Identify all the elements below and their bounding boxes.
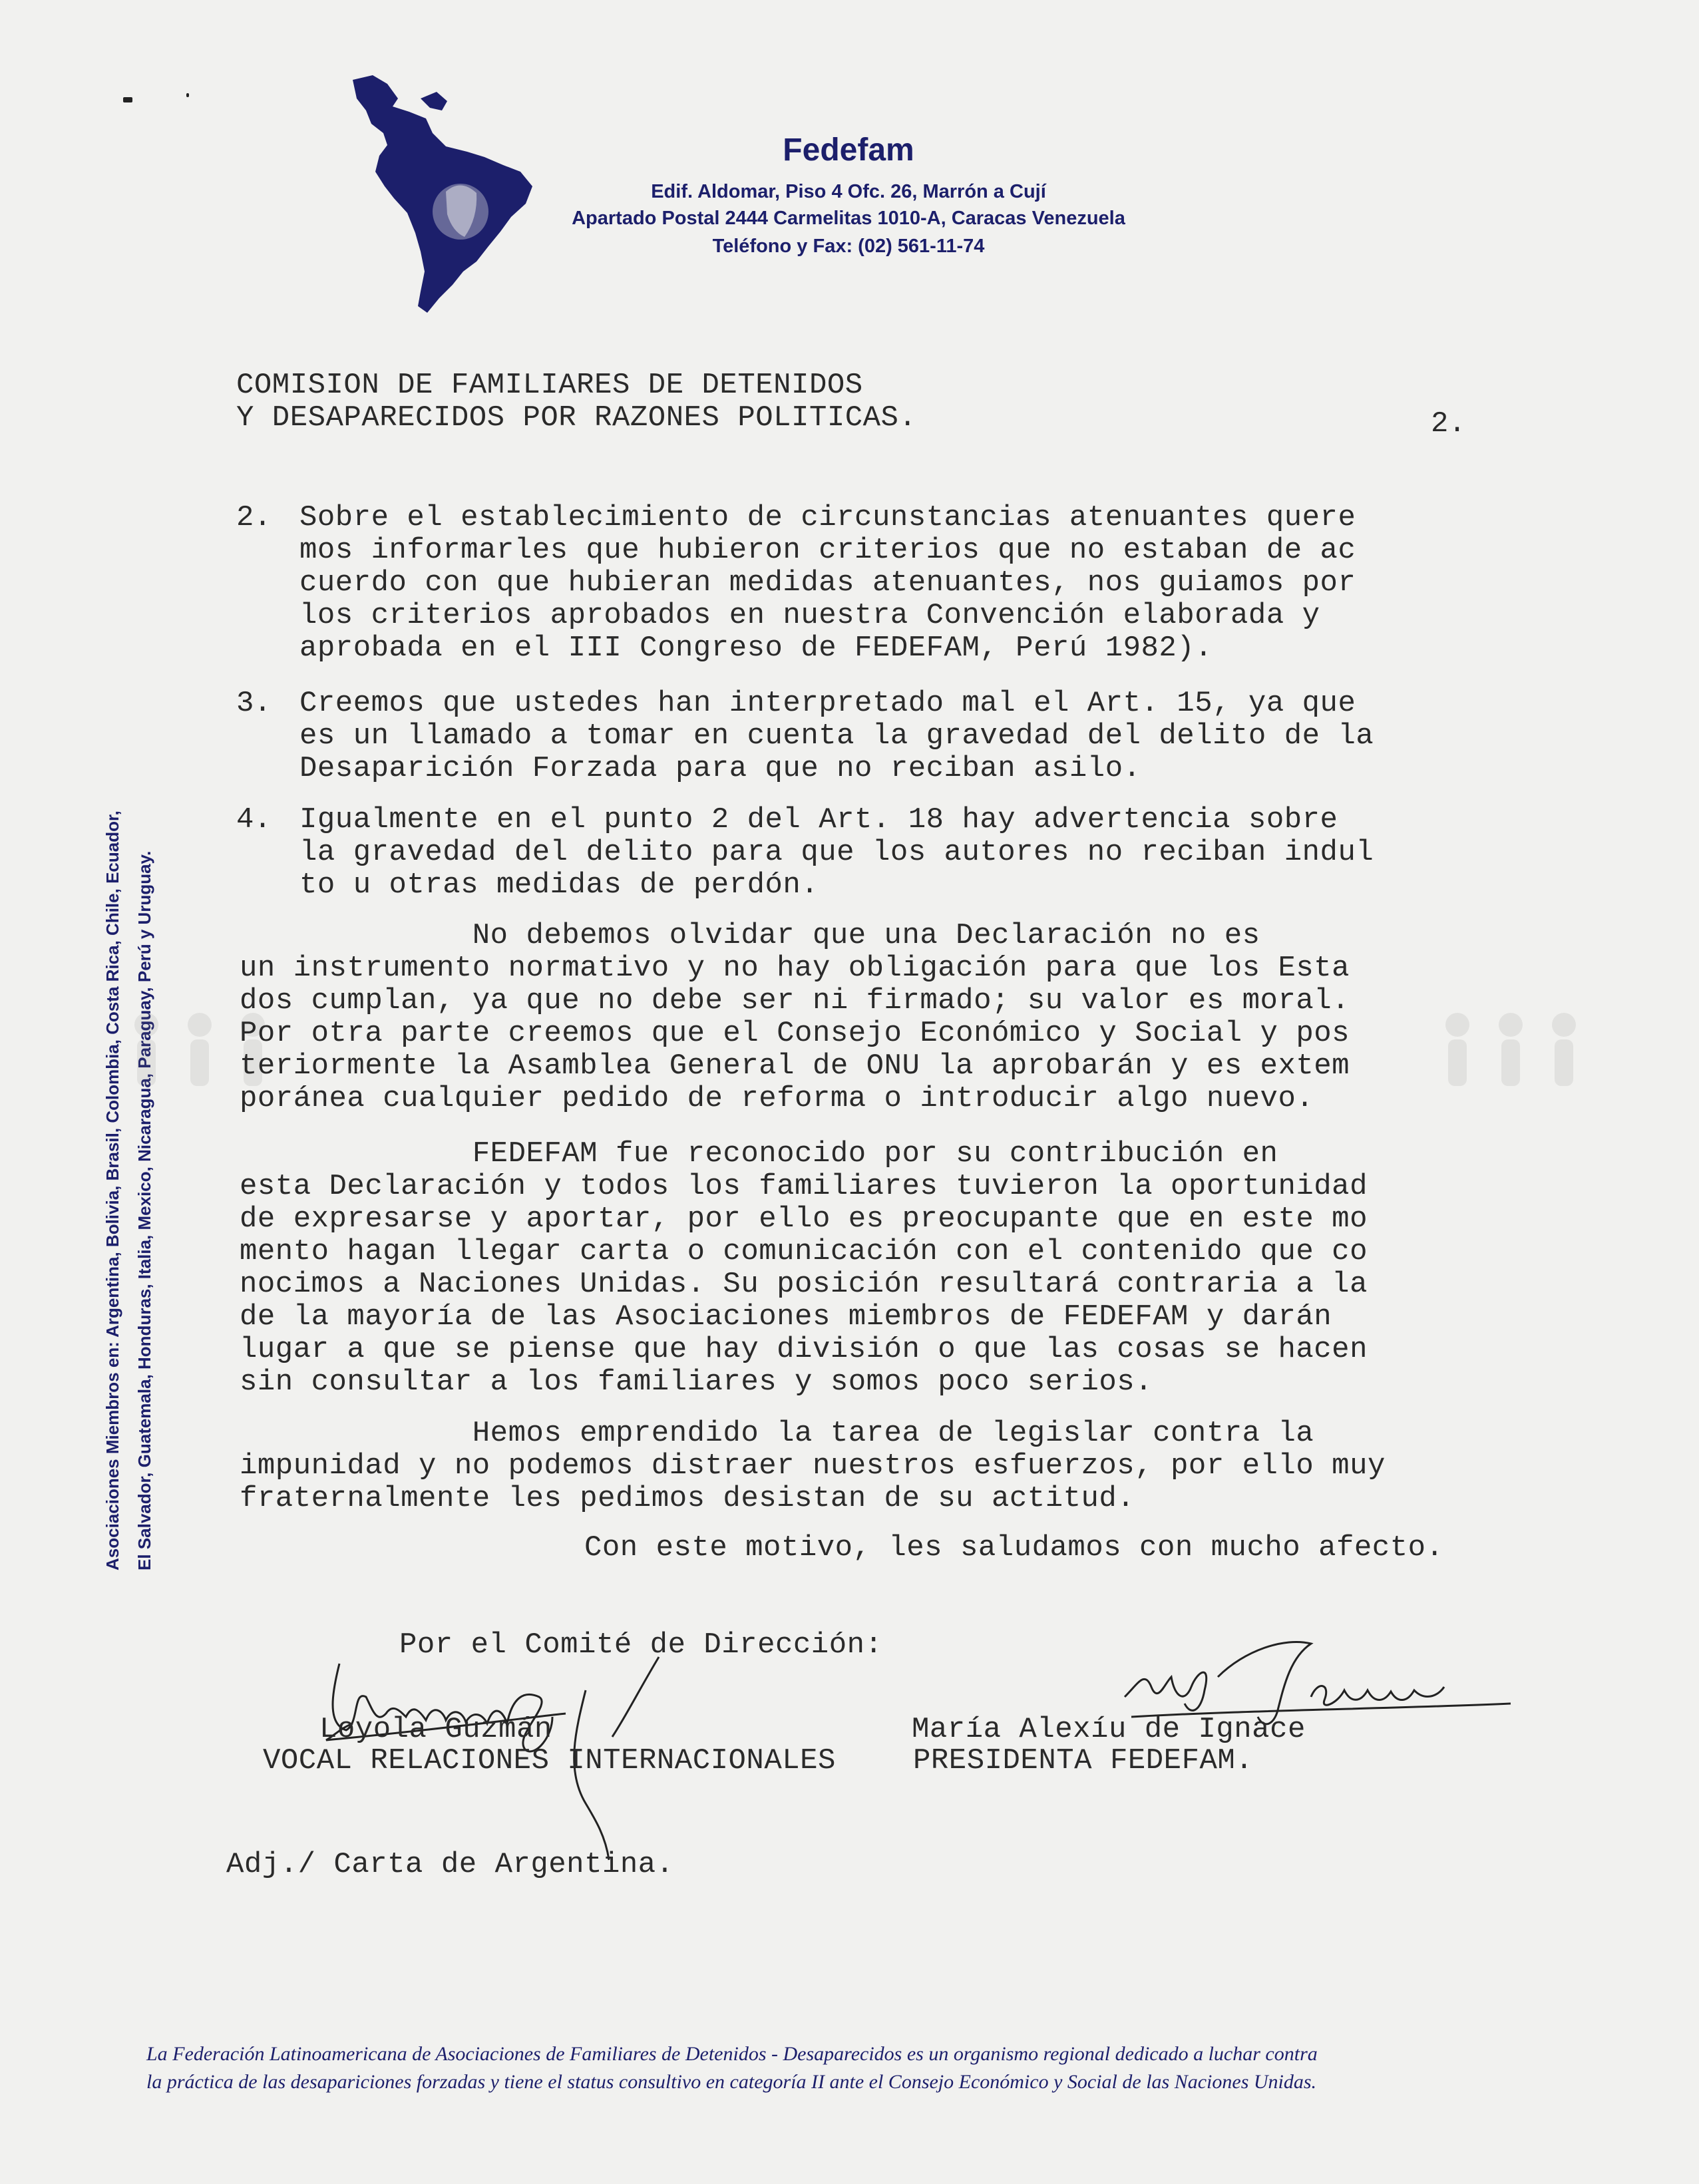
paper-speck [123, 97, 132, 102]
item-number-3: 3. [236, 687, 272, 720]
signer-right-name: María Alexíu de Ignace [912, 1713, 1306, 1746]
item-2-text: Sobre el establecimiento de circunstancias atenuantes quere mos informarles que hubieron criterios que no estaban de ac cuerdo con que hubieran medidas atenuantes, nos guiamos por los criterios aprobados en nuestra Convención elaborada y aprobada en el III Congreso de FEDEFAM, Perú 1982). [299, 501, 1356, 665]
signer-left-name: Loyola Guzmán [319, 1713, 552, 1746]
attachment-note: Adj./ Carta de Argentina. [226, 1848, 674, 1881]
member-associations [96, 672, 176, 1570]
item-number-4: 4. [236, 803, 272, 836]
paragraph-declaration: No debemos olvidar que una Declaración no es un instrumento normativo y no hay obligación para que los Esta dos cumplan, ya que no debe ser ni firmado; su valor es moral. Por otra parte creemos que el Consejo Económico y Social y pos teriormente la Asamblea General de ONU la aprobarán y es extem poránea cualquier pedido de reforma o introducir algo nuevo. [240, 919, 1350, 1115]
page-number: 2. [1431, 407, 1466, 441]
paragraph-impunity: Hemos emprendido la tarea de legislar contra la impunidad y no podemos distraer nuestros esfuerzos, por ello muy fraternalmente les pedimos desistan de su actitud. [240, 1417, 1386, 1515]
signer-right-title: PRESIDENTA FEDEFAM. [913, 1744, 1254, 1777]
paragraph-recognition: FEDEFAM fue reconocido por su contribución en esta Declaración y todos los familiares tuvieron la oportunidad de expresarse y aportar, por ello es preocupante que en este mo mento hagan llegar carta o comunicación con el contenido que co nocimos a Naciones Unidas. Su posición resultará contraria a la de la mayoría de las Asociaciones miembros de FEDEFAM y darán lugar a que se piense que hay división o que las cosas se hacen sin consultar a los familiares y somos poco serios. [240, 1137, 1368, 1399]
paper-speck [186, 93, 189, 97]
letterhead-name: Fedefam [783, 132, 914, 168]
item-4-text: Igualmente en el punto 2 del Art. 18 hay advertencia sobre la gravedad del delito para que los autores no reciban indul to u otras medidas de perdón. [299, 803, 1374, 902]
letterhead-address-2: Apartado Postal 2444 Carmelitas 1010-A, Caracas Venezuela [572, 208, 1125, 229]
item-number-2: 2. [236, 501, 272, 534]
letterhead-address-1: Edif. Aldomar, Piso 4 Ofc. 26, Marrón a Cují [651, 181, 1046, 202]
committee-header: COMISION DE FAMILIARES DE DETENIDOS Y DESAPARECIDOS POR RAZONES POLITICAS. [236, 369, 917, 435]
footer-line-1: La Federación Latinoamericana de Asociaciones de Familiares de Detenidos - Desaparecidos es un organismo regional dedicado a luchar contra [146, 2043, 1318, 2065]
members-line-2: El Salvador, Guatemala, Honduras, Italia, Mexico, Nicaragua, Paraguay, Perú y Uruguay. [134, 850, 154, 1570]
letterhead-phone: Teléfono y Fax: (02) 561-11-74 [712, 236, 985, 257]
item-3-text: Creemos que ustedes han interpretado mal el Art. 15, ya que es un llamado a tomar en cuenta la gravedad del delito de la Desaparición Forzada para que no reciban asilo. [299, 687, 1374, 785]
committee-line: Por el Comité de Dirección: [399, 1628, 883, 1662]
closing-line: Con este motivo, les saludamos con mucho afecto. [584, 1531, 1444, 1564]
footer-line-2: la práctica de las desapariciones forzadas y tiene el status consultivo en categoría II ante el Consejo Económico y Social de las Naciones Unidas. [146, 2071, 1317, 2093]
members-line-1: Asociaciones Miembros en: Argentina, Bolivia, Brasil, Colombia, Costa Rica, Chile, Ecuador, [102, 811, 122, 1570]
fedefam-logo [346, 72, 546, 318]
signer-left-title: VOCAL RELACIONES INTERNACIONALES [263, 1744, 836, 1777]
